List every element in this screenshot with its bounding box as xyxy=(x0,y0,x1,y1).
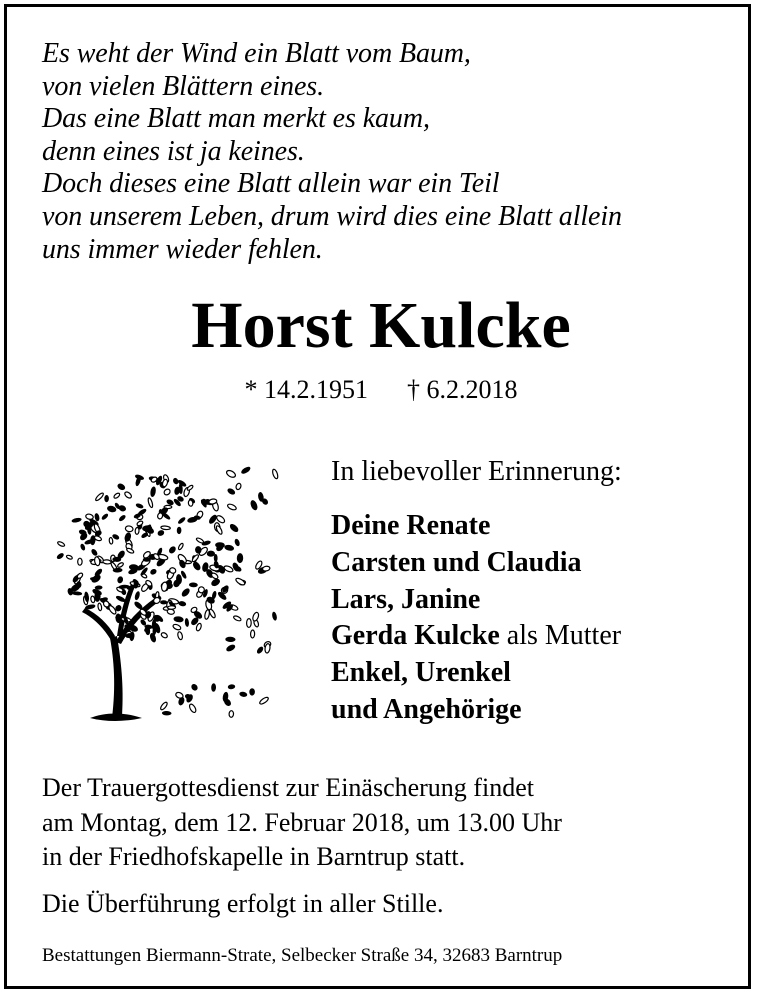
poem-line: Es weht der Wind ein Blatt vom Baum, xyxy=(42,38,471,69)
mourners-list xyxy=(331,508,621,729)
death-date: † 6.2.2018 xyxy=(407,375,518,404)
poem-line: Das eine Blatt man merkt es kaum, xyxy=(42,103,430,135)
mourner-name: Lars, Janine xyxy=(331,583,481,615)
service-line: in der Friedhofskapelle in Barntrup statt. xyxy=(42,842,466,871)
mourner-entry xyxy=(331,655,621,692)
tree-with-falling-leaves-icon xyxy=(54,446,284,728)
poem-line: uns immer wieder fehlen. xyxy=(42,233,323,265)
deceased-name: Horst Kulcke xyxy=(191,289,571,362)
mourner-name: Gerda Kulcke xyxy=(331,620,500,652)
poem-line: denn eines ist ja keines. xyxy=(42,135,305,167)
mourner-name: Carsten und Claudia xyxy=(331,546,582,578)
transfer-note: Die Überführung erfolgt in aller Stille. xyxy=(42,889,444,918)
poem-line: Doch dieses eine Blatt allein war ein Teil xyxy=(42,168,500,200)
mourner-name: Enkel, Urenkel xyxy=(331,657,511,689)
mourner-name: Deine Renate xyxy=(331,510,491,541)
mourner-entry xyxy=(331,692,621,729)
service-line: Der Trauergottesdienst zur Einäscherung findet xyxy=(42,773,534,802)
mourner-entry xyxy=(331,618,621,655)
service-line: am Montag, dem 12. Februar 2018, um 13.00 Uhr xyxy=(42,807,562,837)
mourner-entry xyxy=(331,508,621,545)
mourner-relation: als Mutter xyxy=(499,620,622,652)
service-announcement xyxy=(42,771,562,875)
remembrance-heading: In liebevoller Erinnerung: xyxy=(331,456,622,487)
funeral-home-address: Bestattungen Biermann-Strate, Selbecker Straße 34, 32683 Barntrup xyxy=(42,945,563,966)
mourner-name: und Angehörige xyxy=(331,693,522,725)
mourner-entry xyxy=(331,582,621,619)
poem xyxy=(42,38,622,266)
poem-line: von unserem Leben, drum wird dies eine Blatt allein xyxy=(42,200,622,232)
birth-date: * 14.2.1951 xyxy=(244,375,368,404)
life-dates xyxy=(0,374,762,406)
mourner-entry xyxy=(331,545,621,582)
poem-line: von vielen Blättern eines. xyxy=(42,70,324,102)
